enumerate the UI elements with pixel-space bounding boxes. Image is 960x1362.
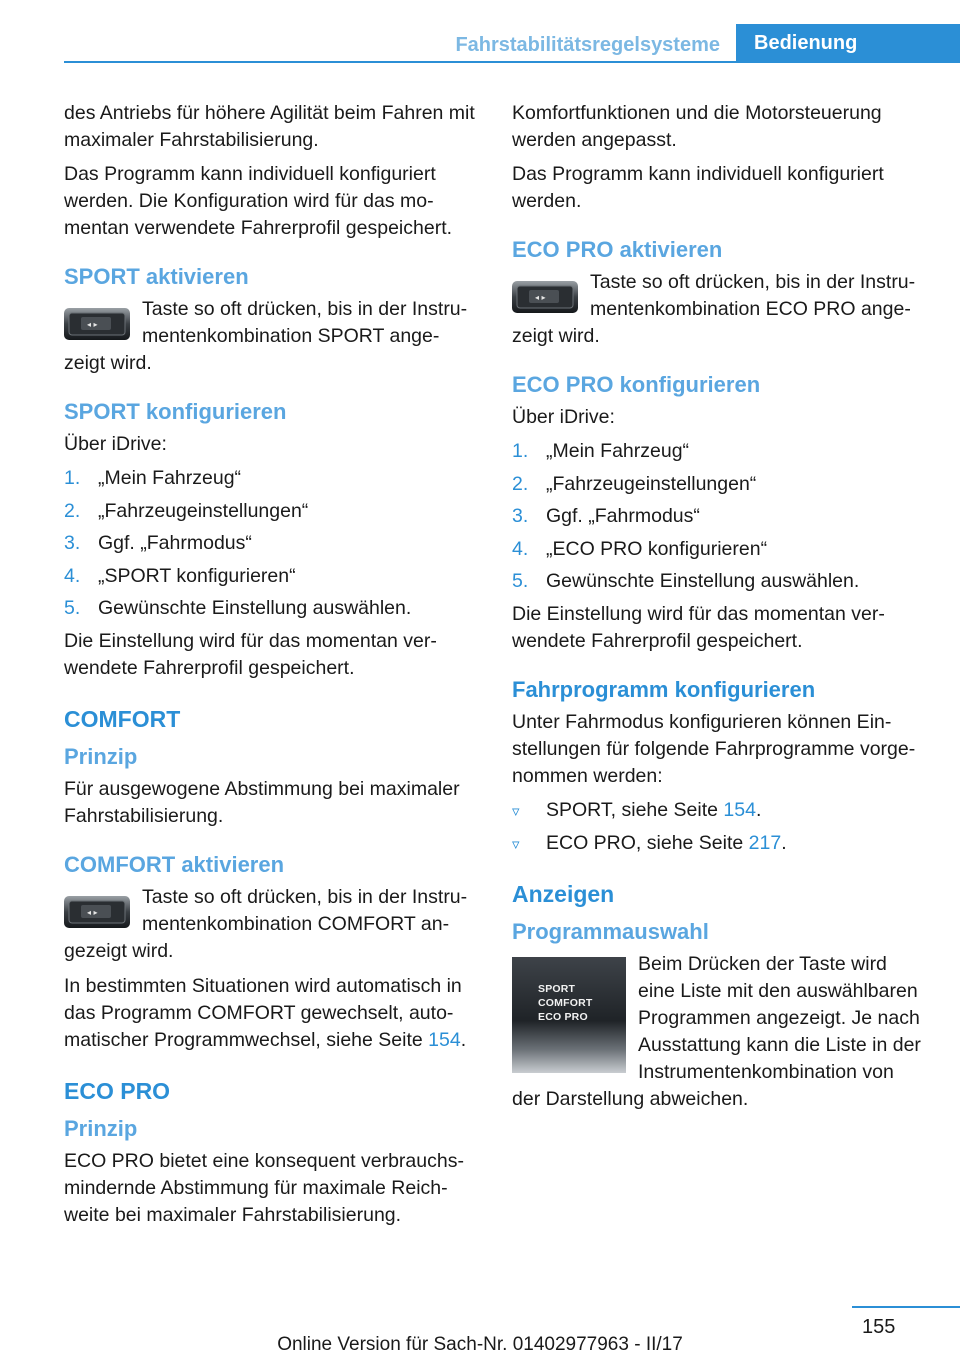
bullet-list: [512, 797, 924, 857]
instruction-block: [64, 884, 476, 965]
display-label: COMFORT: [538, 997, 593, 1009]
heading-sport-aktivieren: SPORT aktivieren: [64, 264, 249, 289]
list-item: 1. „Mein Fahrzeug“: [64, 467, 242, 489]
list-item: 4. „SPORT konfigurieren“: [64, 564, 296, 587]
heading-prinzip: Prinzip: [64, 744, 138, 769]
heading-fahrprogramm: Fahrprogramm konfigurieren: [512, 677, 816, 702]
instruction-text: Taste so oft drücken, bis in der Instru- mentenkombination ECO PRO ange- zeigt wird.: [512, 271, 916, 347]
header-rule: [64, 61, 960, 63]
display-label: SPORT: [538, 983, 576, 995]
list-item: 3. Ggf. „Fahrmodus“: [512, 505, 700, 527]
heading-comfort-aktivieren: COMFORT aktivieren: [64, 852, 285, 877]
paragraph: Komfortfunktionen und die Motorsteuerung werden angepasst.: [512, 102, 882, 151]
paragraph: Für ausgewogene Abstimmung bei maximaler Fahrstabilisierung.: [64, 778, 460, 827]
instruction-block: [64, 296, 476, 377]
page-link[interactable]: 154: [723, 799, 756, 821]
svg-text:◂ ▸: ◂ ▸: [87, 908, 98, 917]
driving-mode-button-icon: [512, 279, 578, 315]
list-item: 2. „Fahrzeugeinstellungen“: [64, 499, 309, 522]
heading-comfort: COMFORT: [64, 706, 181, 732]
heading-anzeigen: Anzeigen: [512, 881, 615, 907]
paragraph: In bestimmten Situationen wird automatisch in das Programm COMFORT gewechselt, auto- matischer Programmwechsel, siehe Seite 154.: [64, 975, 467, 1051]
heading-eco-pro: ECO PRO: [64, 1078, 171, 1104]
display-label: ECO PRO: [538, 1011, 588, 1023]
list-item: ▿ SPORT, siehe Seite 154.: [512, 797, 924, 824]
paragraph: des Antriebs für höhere Agilität beim Fahren mit maximaler Fahrstabilisierung.: [64, 102, 475, 151]
header-section-title: Fahrstabilitätsregelsysteme: [455, 34, 720, 56]
page-link[interactable]: 154: [428, 1029, 461, 1051]
program-list-display-image: [512, 957, 626, 1073]
footer-online-version: Online Version für Sach-Nr. 01402977963 - II/17: [277, 1334, 683, 1355]
list-item: 3. Ggf. „Fahrmodus“: [64, 532, 252, 554]
paragraph: Die Einstellung wird für das momentan ver- wendete Fahrerprofil gespeichert.: [512, 603, 885, 652]
page-number-rule: [852, 1306, 960, 1308]
right-column: [512, 100, 924, 1113]
paragraph: Das Programm kann individuell konfiguriert werden.: [512, 163, 884, 212]
triangle-bullet-icon: ▿: [512, 836, 520, 853]
driving-mode-button-icon: [64, 306, 130, 342]
instruction-text: Taste so oft drücken, bis in der Instru- mentenkombination COMFORT an- gezeigt wird.: [64, 886, 468, 962]
paragraph: Die Einstellung wird für das momentan ver- wendete Fahrerprofil gespeichert.: [64, 630, 437, 679]
heading-programmauswahl: Programmauswahl: [512, 919, 709, 944]
left-column: [64, 100, 476, 1236]
list-item: ▿ ECO PRO, siehe Seite 217.: [512, 830, 924, 857]
list-item: 4. „ECO PRO konfigurieren“: [512, 537, 768, 560]
svg-text:◂ ▸: ◂ ▸: [87, 320, 98, 329]
header-tab: Bedienung: [736, 24, 960, 62]
list-item: 2. „Fahrzeugeinstellungen“: [512, 472, 757, 495]
list-item: 5. Gewünschte Einstellung auswählen.: [512, 570, 860, 592]
list-item: 5. Gewünschte Einstellung auswählen.: [64, 597, 412, 619]
numbered-list: [512, 438, 924, 595]
svg-text:◂ ▸: ◂ ▸: [535, 293, 546, 302]
list-item: 1. „Mein Fahrzeug“: [512, 440, 690, 462]
numbered-list: [64, 465, 476, 622]
triangle-bullet-icon: ▿: [512, 803, 520, 820]
instruction-text: Taste so oft drücken, bis in der Instru- mentenkombination SPORT ange- zeigt wird.: [64, 298, 468, 374]
page-link[interactable]: 217: [748, 832, 782, 854]
instruction-block: [512, 269, 924, 350]
heading-eco-pro-aktivieren: ECO PRO aktivieren: [512, 237, 723, 262]
paragraph: Das Programm kann individuell konfiguriert werden. Die Konfiguration wird für das mo- mentan verwendete Fahrerprofil gespeichert.: [64, 163, 453, 239]
paragraph: ECO PRO bietet eine konsequent verbrauchs- mindernde Abstimmung für maximale Reich- weite bei maximaler Fahrstabilisierung.: [64, 1150, 464, 1226]
program-selection-block: [512, 951, 924, 1113]
paragraph: Über iDrive:: [64, 433, 167, 455]
paragraph: Über iDrive:: [512, 406, 615, 428]
driving-mode-button-icon: [64, 894, 130, 930]
heading-sport-konfigurieren: SPORT konfigurieren: [64, 399, 287, 424]
paragraph: Unter Fahrmodus konfigurieren können Ein- stellungen für folgende Fahrprogramme vorge- nommen werden:: [512, 711, 916, 787]
page-number: 155: [862, 1316, 896, 1338]
paragraph: Beim Drücken der Taste wird eine Liste mit den auswählbaren Programmen angezeigt. Je nach Ausstattung kann die Liste in der Instrumentenkombination von der Darstellung abweichen.: [512, 953, 921, 1110]
heading-eco-pro-konfigurieren: ECO PRO konfigurieren: [512, 372, 761, 397]
heading-prinzip: Prinzip: [64, 1116, 138, 1141]
